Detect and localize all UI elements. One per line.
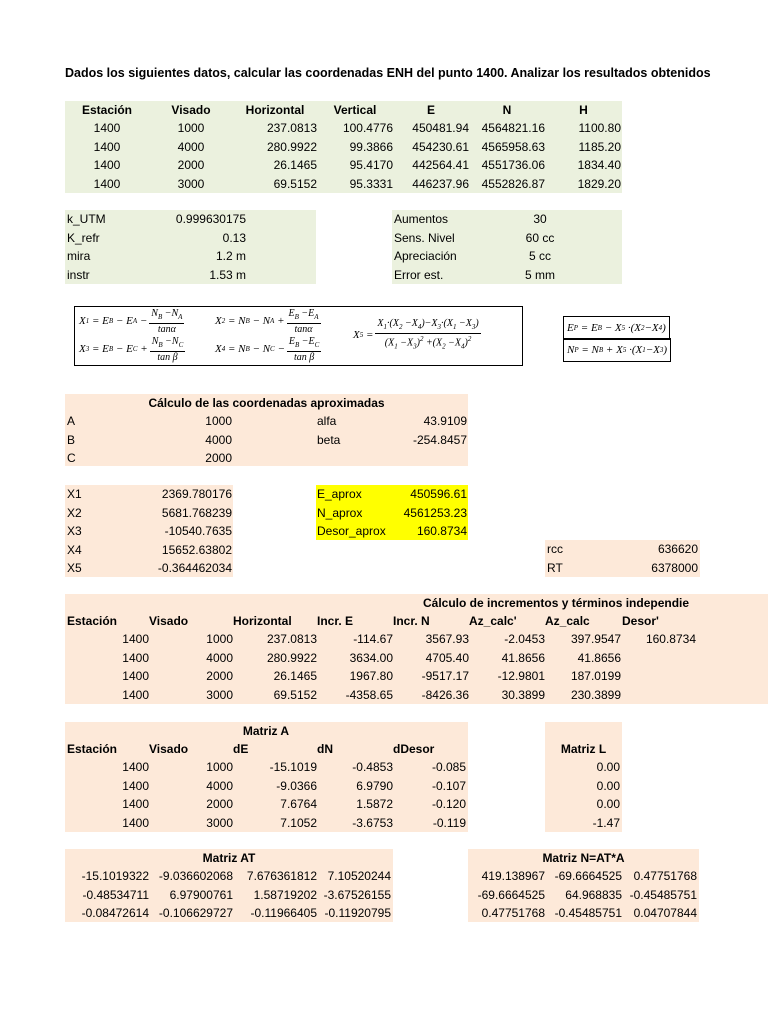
table-cell: 7.6764 [280, 797, 317, 811]
table-cell: -0.107 [431, 778, 466, 793]
table-cell: 1829.20 [577, 176, 621, 191]
table-cell: 4000 [177, 139, 205, 154]
table-cell: 160.8734 [645, 632, 696, 646]
table-cell: 454230.61 [412, 139, 469, 154]
table-cell: 1185.20 [578, 139, 621, 154]
table-cell: 30.3899 [501, 687, 545, 702]
matrix-n-cell: 0.04707844 [633, 906, 697, 920]
table-cell: 1000 [206, 632, 233, 646]
point-label: B [67, 432, 76, 447]
table-cell: -0.4853 [352, 760, 393, 774]
point-label: C [67, 451, 76, 465]
table-cell: 4565958.63 [481, 139, 545, 154]
matrix-at-title: Matriz AT [202, 851, 256, 865]
param-label: Sens. Nivel [394, 230, 455, 245]
table-cell: 1400 [93, 158, 121, 172]
param-label: mira [67, 249, 91, 263]
table-cell: 397.9547 [570, 632, 621, 646]
table-header: dN [317, 742, 333, 756]
table-cell: 280.9922 [266, 139, 317, 154]
table-cell: 41.8656 [577, 650, 621, 665]
const-value: 636620 [657, 542, 698, 556]
param-value: 1.2 m [215, 249, 246, 263]
table-cell: 69.5152 [273, 687, 317, 702]
table-cell: 1400 [122, 687, 149, 702]
x-label: X3 [67, 524, 82, 538]
table-header: N [502, 103, 512, 117]
aprox-value: 160.8734 [416, 524, 467, 538]
table-header: dE [233, 742, 249, 756]
table-cell: 26.1465 [273, 158, 317, 172]
table-cell: -2.0453 [504, 632, 545, 646]
table-cell: -114.67 [353, 632, 393, 646]
matrix-n-cell: 64.968835 [565, 887, 622, 902]
table-header: Visado [149, 742, 189, 756]
table-cell: 442564.41 [412, 158, 469, 172]
matrix-at-cell: 6.97900761 [169, 887, 233, 902]
matrix-n-cell: -0.45485751 [554, 906, 622, 920]
table-cell: 280.9922 [266, 650, 317, 665]
x-value: -10540.7635 [164, 524, 232, 538]
matrix-at-cell: -3.67526155 [323, 887, 391, 902]
matrix-a-title: Matriz A [242, 724, 290, 738]
table-header: E [426, 103, 435, 117]
table-cell: 4564821.16 [481, 121, 545, 135]
matrix-n-cell: -69.6664525 [554, 869, 622, 883]
param-label: K_refr [67, 230, 100, 245]
aprox-label: E_aprox [317, 487, 362, 501]
param-value: 30 [533, 212, 547, 226]
table-cell: 4552826.87 [481, 176, 545, 191]
table-cell: 4000 [206, 650, 233, 665]
table-cell: 7.1052 [280, 815, 317, 830]
formula-box-x: X 1 = E B − E A − $\frac{N_B -N_A}{\tan\alpha}$ X 2 = N B − N A + $\frac{E_B -E_A}{\tan\alpha}$ X 3 = E B − E C + $\frac{N_B -N_C}{\text{tan β}}$ X 4 = N B − N C − $\frac{E_B -E_C}{\text{tan β}}$ X 5 = $\frac{X_1\cdot(X_2 -X_4)-X_3\cdot(X_1 -X_3)}{(X_1 -X_3)^2 +(X_2 -X_4)^2}$ [74, 306, 523, 366]
angle-value: -254.8457 [412, 432, 467, 447]
matrix-n-cell: -69.6664525 [477, 887, 545, 902]
x-value: 5681.768239 [161, 505, 232, 520]
matrix-n-cell: 0.47751768 [633, 869, 697, 883]
x-value: 2369.780176 [161, 487, 232, 501]
table-cell: 1400 [93, 139, 121, 154]
table-header: Desor' [622, 614, 659, 628]
table-cell: -0.119 [432, 815, 466, 830]
point-label: A [67, 414, 76, 428]
table-header: Incr. E [317, 614, 354, 628]
table-cell: 1967.80 [349, 669, 393, 683]
table-cell: -4358.65 [345, 687, 393, 702]
matrix-at-cell: -0.11966405 [250, 906, 317, 920]
table-header: Estación [67, 614, 118, 628]
table-header: Horizontal [245, 103, 305, 117]
table-cell: 26.1465 [273, 669, 317, 683]
aprox-value: 4561253.23 [403, 505, 467, 520]
matrix-at-cell: -0.106629727 [158, 906, 233, 920]
table-cell: 4551736.06 [481, 158, 545, 172]
table-cell: 187.0199 [570, 669, 621, 683]
table-cell: 446237.96 [412, 176, 469, 191]
point-value: 4000 [205, 432, 232, 447]
angle-label: beta [317, 432, 341, 447]
table-cell: 4705.40 [425, 650, 469, 665]
param-label: Apreciación [394, 249, 457, 263]
table-header: Vertical [333, 103, 377, 117]
table-cell: -9517.17 [421, 669, 469, 683]
x-label: X5 [67, 561, 82, 575]
table-cell: 230.3899 [570, 687, 621, 702]
matrix-at-cell: -0.11920795 [324, 906, 391, 920]
x-label: X1 [67, 487, 82, 501]
aprox-value: 450596.61 [410, 487, 467, 501]
aprox-label: Desor_aprox [317, 524, 386, 538]
matrix-l-title: Matriz L [560, 742, 607, 756]
const-label: rcc [547, 542, 563, 556]
const-value: 6378000 [651, 560, 698, 575]
table-cell: 1400 [93, 121, 121, 135]
matrix-at-cell: -15.1019322 [81, 869, 149, 883]
table-cell: 41.8656 [501, 650, 545, 665]
table-cell: 99.3866 [349, 139, 393, 154]
table-cell: 1100.80 [578, 121, 621, 135]
table-cell: 100.4776 [342, 121, 393, 135]
increments-title: Cálculo de incrementos y términos independie [423, 596, 690, 610]
table-header: H [579, 103, 588, 117]
point-value: 2000 [205, 451, 232, 465]
param-value: 0.999630175 [175, 212, 246, 226]
matrix-at-cell: 7.676361812 [246, 869, 317, 883]
table-header: Visado [171, 103, 211, 117]
param-label: Aumentos [394, 212, 449, 226]
table-header: Az_calc' [469, 614, 517, 628]
const-label: RT [547, 560, 563, 575]
table-cell: -0.085 [431, 760, 466, 774]
table-cell: -12.9801 [497, 669, 545, 683]
table-cell: 2000 [177, 158, 205, 172]
table-cell: 237.0813 [266, 121, 317, 135]
param-value: 5 cc [528, 249, 551, 263]
aprox-label: N_aprox [317, 505, 363, 520]
table-cell: 3000 [206, 687, 233, 702]
table-cell: 95.3331 [349, 176, 393, 191]
matrix-l-cell: 0.00 [596, 760, 620, 774]
table-cell: 1.5872 [356, 797, 393, 811]
matrix-n-title: Matriz N=AT*A [542, 851, 625, 865]
table-header: Visado [149, 614, 189, 628]
table-cell: 237.0813 [266, 632, 317, 646]
matrix-at-cell: -0.08472614 [81, 906, 149, 920]
table-cell: -0.120 [431, 797, 466, 811]
param-value: 1.53 m [209, 267, 246, 282]
table-cell: 95.4170 [349, 158, 393, 172]
matrix-at-cell: -9.036602068 [158, 869, 233, 883]
approx-title: Cálculo de las coordenadas aproximadas [148, 396, 385, 410]
table-cell: 1400 [122, 669, 149, 683]
table-cell: -3.6753 [352, 815, 393, 830]
matrix-l-cell: -1.47 [592, 815, 620, 830]
table-cell: 1400 [122, 632, 149, 646]
table-cell: 2000 [206, 669, 233, 683]
matrix-n-cell: 419.138967 [481, 869, 545, 883]
x-value: -0.364462034 [157, 561, 232, 575]
formula-box-p: E P = E B − X 5 ·(X 2 −X 4 ) N P = N B + X 5 ·(X 1 −X 3 ) [563, 316, 702, 360]
table-cell: 3567.93 [425, 632, 469, 646]
table-cell: 4000 [206, 778, 233, 793]
table-cell: 6.9790 [356, 778, 393, 793]
matrix-n-cell: 0.47751768 [481, 906, 545, 920]
table-cell: 1000 [206, 760, 233, 774]
table-cell: 3000 [177, 176, 205, 191]
table-header: Incr. N [393, 614, 430, 628]
table-header: Estación [67, 742, 118, 756]
page-title: Dados los siguientes datos, calcular las coordenadas ENH del punto 1400. Analizar los resultados obtenidos [65, 66, 711, 80]
table-cell: 450481.94 [412, 121, 469, 135]
x-label: X2 [67, 505, 82, 520]
table-cell: 1834.40 [577, 158, 621, 172]
param-label: k_UTM [67, 212, 106, 226]
table-cell: 1400 [122, 760, 149, 774]
table-cell: -15.1019 [269, 760, 317, 774]
table-cell: 3000 [206, 815, 233, 830]
table-cell: 2000 [206, 797, 233, 811]
param-label: instr [67, 267, 90, 282]
table-header: dDesor [393, 742, 435, 756]
table-cell: 1400 [93, 176, 121, 191]
param-label: Error est. [394, 267, 444, 282]
table-cell: 1400 [122, 778, 149, 793]
table-header: Az_calc [545, 614, 590, 628]
table-header: Estación [81, 103, 132, 117]
x-value: 15652.63802 [161, 542, 232, 557]
x-label: X4 [67, 542, 82, 557]
point-value: 1000 [205, 414, 232, 428]
table-header: Horizontal [233, 614, 292, 628]
matrix-l-cell: 0.00 [596, 778, 620, 793]
matrix-l-cell: 0.00 [596, 797, 620, 811]
table-cell: 1400 [122, 797, 149, 811]
table-cell: 1000 [177, 121, 205, 135]
table-cell: 1400 [122, 815, 149, 830]
param-value: 0.13 [222, 230, 246, 245]
table-cell: 1400 [122, 650, 149, 665]
table-cell: 69.5152 [273, 176, 317, 191]
matrix-at-cell: 1.58719202 [253, 887, 317, 902]
param-value: 5 mm [525, 267, 555, 282]
matrix-n-cell: -0.45485751 [629, 887, 697, 902]
angle-label: alfa [317, 414, 337, 428]
table-cell: -8426.36 [421, 687, 469, 702]
matrix-at-cell: -0.48534711 [82, 887, 149, 902]
param-value: 60 cc [525, 230, 555, 245]
matrix-at-cell: 7.10520244 [327, 869, 391, 883]
angle-value: 43.9109 [423, 414, 467, 428]
table-cell: -9.0366 [276, 778, 317, 793]
table-cell: 3634.00 [349, 650, 393, 665]
